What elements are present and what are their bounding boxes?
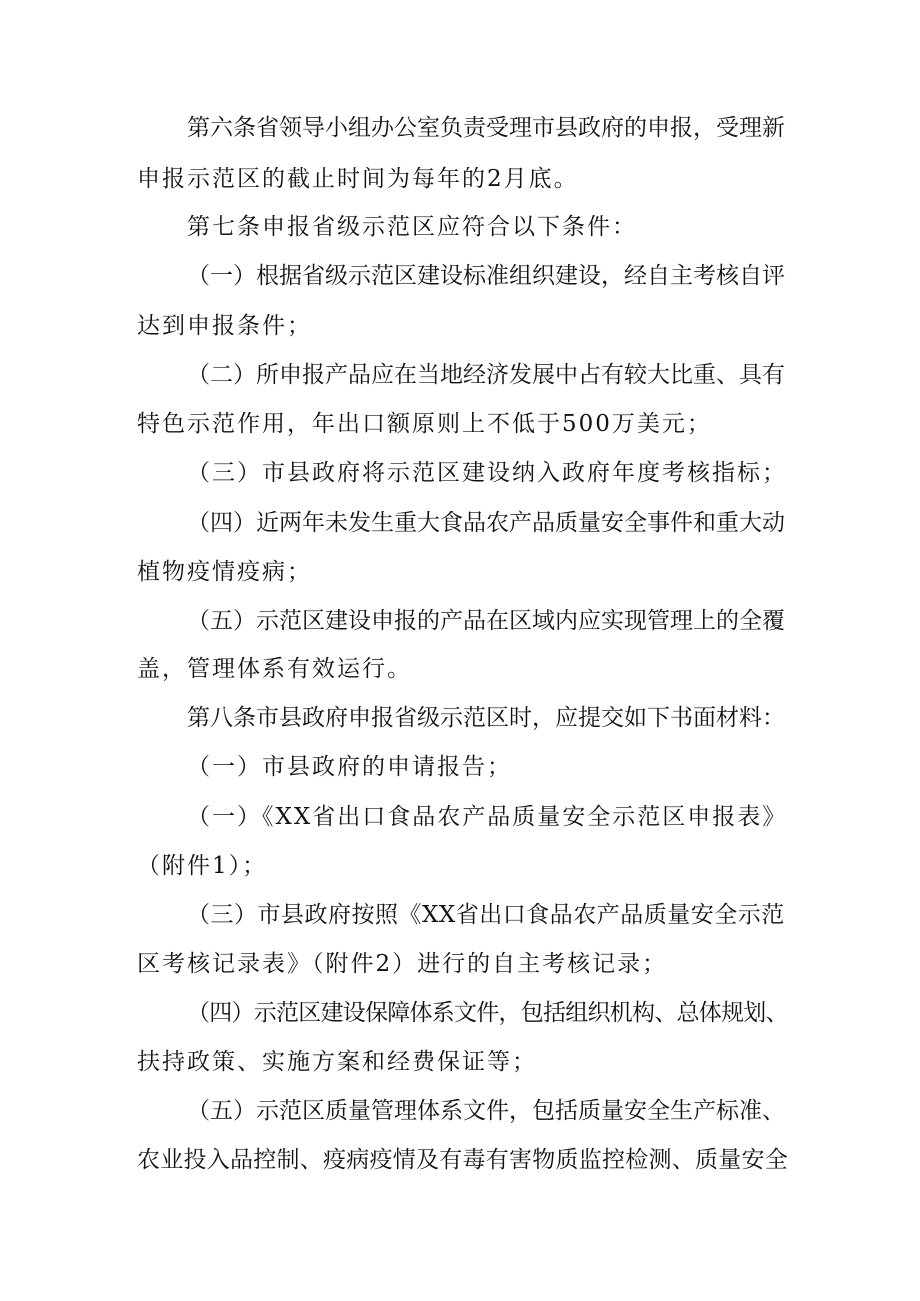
text-line: 第六条省领导小组办公室负责受理市县政府的申报，受理新 bbox=[187, 115, 785, 141]
text-line: 农业投入品控制、疫病疫情及有毒有害物质监控检测、质量安全 bbox=[137, 1147, 788, 1173]
text-line: 达到申报条件； bbox=[137, 313, 312, 339]
text-line: 第八条市县政府申报省级示范区时，应提交如下书面材料： bbox=[187, 705, 785, 731]
text-line: 盖，管理体系有效运行。 bbox=[137, 656, 412, 682]
text-line: （一）《XX省出口食品农产品质量安全示范区申报表》 bbox=[187, 804, 788, 830]
text-line: （附件1）； bbox=[137, 853, 268, 879]
text-line: （一）市县政府的申请报告； bbox=[187, 754, 512, 780]
text-line: 特色示范作用，年出口额原则上不低于500万美元； bbox=[137, 411, 712, 437]
text-line: 申报示范区的截止时间为每年的2月底。 bbox=[137, 166, 579, 192]
text-line: 区考核记录表》（附件2）进行的自主考核记录； bbox=[137, 951, 668, 977]
text-line: （一）根据省级示范区建设标准组织建设，经自主考核自评 bbox=[187, 263, 785, 289]
text-line: （五）示范区建设申报的产品在区域内应实现管理上的全覆 bbox=[187, 608, 785, 634]
text-line: 第七条申报省级示范区应符合以下条件： bbox=[187, 214, 637, 240]
text-line: （四）示范区建设保障体系文件，包括组织机构、总体规划、 bbox=[187, 1000, 788, 1026]
text-line: 扶持政策、实施方案和经费保证等； bbox=[137, 1049, 537, 1075]
text-line: （二）所申报产品应在当地经济发展中占有较大比重、具有 bbox=[187, 362, 785, 388]
text-line: （三）市县政府将示范区建设纳入政府年度考核指标； bbox=[187, 460, 787, 486]
text-line: 植物疫情疫病； bbox=[137, 559, 312, 585]
text-line: （三）市县政府按照《XX省出口食品农产品质量安全示范 bbox=[187, 902, 785, 928]
text-line: （四）近两年未发生重大食品农产品质量安全事件和重大动 bbox=[187, 510, 785, 536]
text-line: （五）示范区质量管理体系文件，包括质量安全生产标准、 bbox=[187, 1098, 785, 1124]
